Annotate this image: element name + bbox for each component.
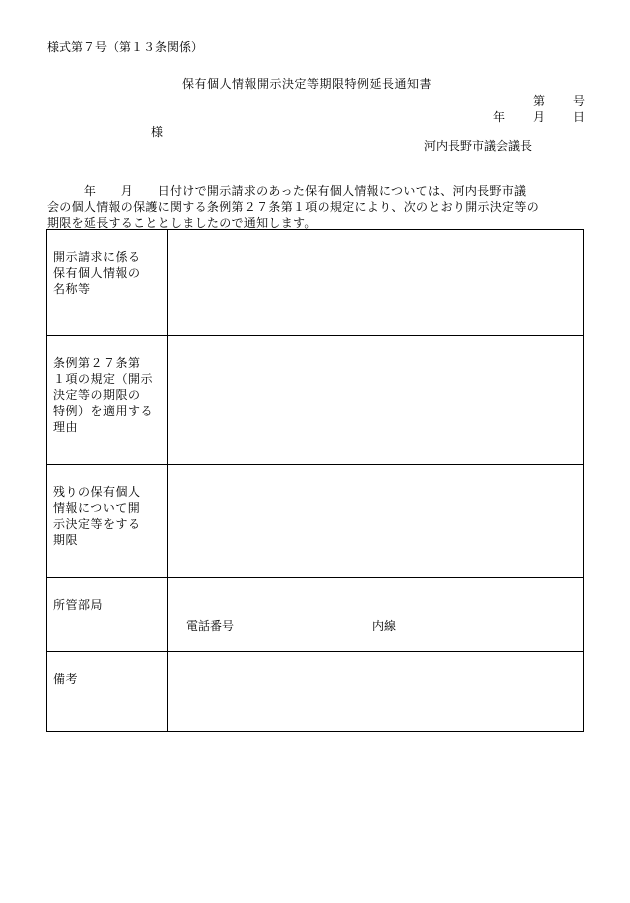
notice-body-line: 会の個人情報の保護に関する条例第２７条第１項の規定により、次のとおり開示決定等の	[47, 200, 540, 214]
reason-field[interactable]	[168, 336, 584, 465]
table-row	[47, 465, 584, 578]
label-line: １項の規定（開示	[53, 372, 154, 386]
department-field[interactable]	[168, 578, 584, 652]
row-label-deadline	[47, 465, 168, 578]
form-number: 様式第７号（第１３条関係）	[47, 40, 204, 54]
label-line: 備考	[53, 672, 79, 686]
table-row	[47, 336, 584, 465]
label-line: 決定等の期限の	[53, 388, 141, 402]
extension-label: 内線	[372, 619, 397, 633]
notice-form-table	[46, 229, 584, 732]
label-line: 所管部局	[53, 598, 104, 612]
label-line: 情報について開	[53, 501, 141, 515]
document-date-line	[493, 111, 585, 123]
date-day: 日	[572, 110, 585, 124]
label-line: 示決定等をする	[53, 517, 141, 531]
table-row	[47, 578, 584, 652]
row-label-reason	[47, 336, 168, 465]
label-line: 特例）を適用する	[53, 404, 154, 418]
remarks-field[interactable]	[168, 652, 584, 732]
label-line: 期限	[53, 533, 79, 547]
label-line: 開示請求に係る	[53, 250, 141, 264]
number-suffix: 号	[572, 94, 585, 108]
row-label-department	[47, 578, 168, 652]
addressee-honorific: 様	[151, 125, 164, 139]
label-line: 条例第２７条第	[53, 356, 141, 370]
phone-number-label: 電話番号	[186, 619, 235, 633]
number-prefix: 第	[532, 94, 545, 108]
sender-name: 河内長野市議会議長	[424, 139, 533, 153]
requested-info-field[interactable]	[168, 230, 584, 336]
row-label-requested-info	[47, 230, 168, 336]
notice-body-line: 年 月 日付けで開示請求のあった保有個人情報については、河内長野市議	[47, 184, 527, 198]
label-line: 名称等	[53, 282, 91, 296]
deadline-field[interactable]	[168, 465, 584, 578]
label-line: 残りの保有個人	[53, 485, 141, 499]
notice-body	[47, 183, 583, 231]
notice-body-line: 期限を延長することとしましたので通知します。	[47, 216, 317, 230]
document-title: 保有個人情報開示決定等期限特例延長通知書	[182, 77, 433, 91]
document-number-line	[533, 95, 585, 107]
date-month: 月	[532, 110, 545, 124]
label-line: 理由	[53, 420, 79, 434]
row-label-remarks	[47, 652, 168, 732]
date-year: 年	[492, 110, 505, 124]
table-row	[47, 230, 584, 336]
label-line: 保有個人情報の	[53, 266, 141, 280]
table-row	[47, 652, 584, 732]
